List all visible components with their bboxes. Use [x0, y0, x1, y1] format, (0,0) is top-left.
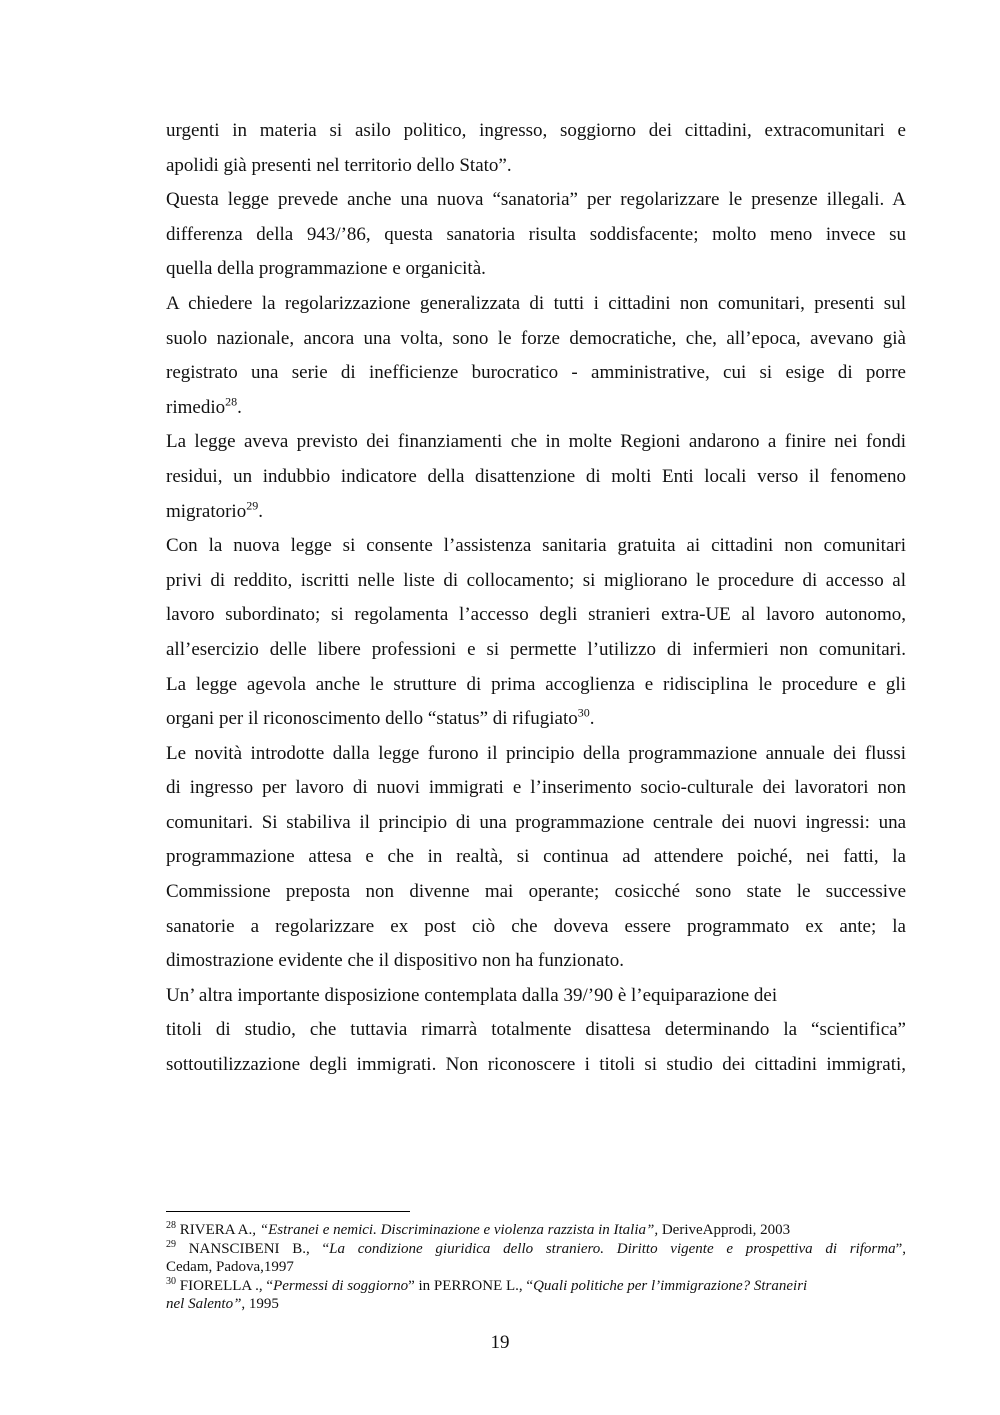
text-line: sottoutilizzazione degli immigrati. Non riconoscere i titoli si studio dei cittadini immigrati, [166, 1054, 906, 1076]
page-number: 19 [490, 1332, 510, 1353]
text-line: urgenti in materia si asilo politico, ingresso, soggiorno dei cittadini, extracomunitari e [166, 120, 906, 141]
text-line: titoli di studio, che tuttavia rimarrà totalmente disattesa determinando la “scientifica” [166, 1019, 906, 1041]
text-line: comunitari. Si stabiliva il principio di una programmazione centrale dei nuovi ingressi: una [166, 811, 906, 833]
footnote-line: nel Salento”, 1995 [166, 1296, 279, 1312]
paragraph [166, 979, 906, 1014]
paragraph [166, 114, 906, 183]
body-text [166, 114, 906, 1083]
paragraph [166, 287, 906, 425]
footnote-number: 30 [166, 1275, 176, 1287]
text-line: quella della programmazione e organicità. [166, 258, 486, 280]
paragraph [166, 425, 906, 529]
text-line: Le novità introdotte dalla legge furono il principio della programmazione annuale dei flussi [166, 742, 906, 764]
text-line: Un’ altra importante disposizione contemplata dalla 39/’90 è l’equiparazione dei [166, 984, 778, 1006]
footnote-30 [166, 1277, 906, 1314]
text-line: suolo nazionale, ancora una volta, sono le forze democratiche, che, all’epoca, avevano già [166, 327, 906, 349]
paragraph [166, 1013, 906, 1082]
text-line: La legge aveva previsto dei finanziamenti che in molte Regioni andarono a finire nei fondi [166, 431, 906, 453]
text-line: migratorio$^{29}$. [166, 498, 263, 522]
footnote-number: 28 [166, 1220, 176, 1231]
text-line: dimostrazione evidente che il dispositivo non ha funzionato. [166, 950, 625, 972]
text-line: residui, un indubbio indicatore della disattenzione di molti Enti locali verso il fenomeno [166, 465, 906, 487]
text-line: Questa legge prevede anche una nuova “sanatoria” per regolarizzare le presenze illegali. A [166, 189, 906, 211]
footnote-number: 29 [166, 1238, 176, 1250]
text-line: registrato una serie di inefficienze burocratico - amministrative, cui si esige di porre [166, 362, 906, 384]
footnote-line: $^{30}$ FIORELLA ., “Permessi di soggiorno” in PERRONE L., “Quali politiche per l’immigrazione? Straneiri [166, 1275, 808, 1294]
footnote-line: Cedam, Padova,1997 [166, 1259, 294, 1275]
footnote-line: $^{29}$ NANSCIBENI B., “La condizione giuridica dello straniero. Diritto vigente e prospettiva di riforma”, [166, 1238, 906, 1257]
text-line: programmazione attesa e che in realtà, si continua ad attendere poiché, nei fatti, la [166, 846, 906, 868]
paragraph [166, 737, 906, 979]
text-line: differenza della 943/’86, questa sanatoria risulta soddisfacente; molto meno invece su [166, 223, 906, 245]
text-line: apolidi già presenti nel territorio dello Stato”. [166, 154, 512, 176]
text-line: A chiedere la regolarizzazione generalizzata di tutti i cittadini non comunitari, presenti sul [166, 292, 906, 314]
text-line: sanatorie a regolarizzare ex post ciò che doveva essere programmato ex ante; la [166, 915, 906, 937]
footnote-reference: 30 [577, 705, 590, 720]
text-line: lavoro subordinato; si regolamenta l’accesso degli stranieri extra-UE al lavoro autonomo, [166, 604, 906, 626]
footnote-29 [166, 1240, 906, 1277]
footnote-reference: 29 [246, 498, 259, 513]
paragraph [166, 183, 906, 287]
footnotes [166, 1221, 906, 1314]
footnote-line: $^{28}$ RIVERA A., “Estranei e nemici. Discriminazione e violenza razzista in Italia”, DeriveApprodi, 2003 [166, 1220, 791, 1238]
footnote-separator [166, 1211, 410, 1212]
paragraph [166, 529, 906, 737]
text-line: privi di reddito, iscritti nelle liste di collocamento; si migliorano le procedure di accesso al [166, 569, 906, 591]
text-line: Commissione preposta non divenne mai operante; cosicché sono state le successive [166, 881, 906, 903]
text-line: organi per il riconoscimento dello “status” di rifugiato$^{30}$. [166, 705, 595, 730]
text-line: rimedio$^{28}$. [166, 394, 242, 418]
text-line: all’esercizio delle libere professioni e si permette l’utilizzo di infermieri non comunitari. [166, 638, 906, 660]
text-line: Con la nuova legge si consente l’assistenza sanitaria gratuita ai cittadini non comunitari [166, 535, 906, 557]
footnote-reference: 28 [225, 394, 238, 409]
text-line: di ingresso per lavoro di nuovi immigrati e l’inserimento socio-culturale dei lavoratori non [166, 777, 906, 799]
text-line: La legge agevola anche le strutture di prima accoglienza e ridisciplina le procedure e gli [166, 673, 906, 695]
footnote-28 [166, 1221, 906, 1240]
